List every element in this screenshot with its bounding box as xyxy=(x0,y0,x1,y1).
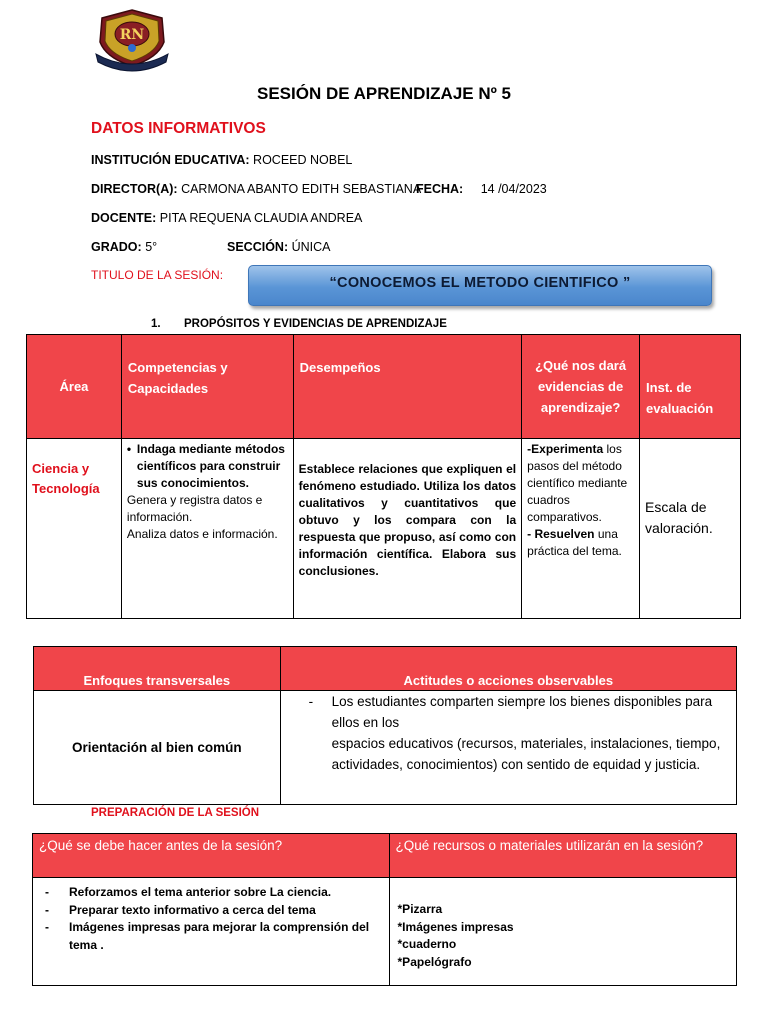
session-title-banner: “CONOCEMOS EL METODO CIENTIFICO ” xyxy=(248,265,712,306)
grado-row xyxy=(91,240,157,254)
seccion-row xyxy=(227,240,331,254)
cell-evidencias xyxy=(522,439,640,619)
institucion-label: INSTITUCIÓN EDUCATIVA: xyxy=(91,153,250,167)
competencia-text: Indaga mediante métodos científicos para construir sus conocimientos. xyxy=(136,442,285,490)
actitud-line-2: espacios educativos (recursos, materiales, instalaciones, tiempo, actividades, conocimientos) con sentido de equidad y justicia. xyxy=(331,736,721,772)
enfoques-data-row xyxy=(34,691,737,805)
director-row xyxy=(91,182,421,196)
section-heading-datos: DATOS INFORMATIVOS xyxy=(91,120,266,137)
evidencia-1-bold: -Experimenta xyxy=(527,442,604,456)
titulo-label: TITULO DE LA SESIÓN: xyxy=(91,268,224,282)
capacidad-1: Genera y registra datos e información. xyxy=(126,493,263,524)
enfoques-header-row xyxy=(34,647,737,691)
preparacion-table xyxy=(32,833,737,986)
propositos-table xyxy=(26,334,741,619)
section-1-heading xyxy=(151,318,447,330)
docente-row xyxy=(91,211,362,225)
header-desempenos: Desempeños xyxy=(293,335,521,439)
cell-competencias xyxy=(121,439,293,619)
preparacion-header-row xyxy=(33,834,737,878)
fecha-label: FECHA: xyxy=(416,182,464,196)
cell-actitud xyxy=(280,691,736,805)
propositos-data-row xyxy=(27,439,741,619)
institucion-value: ROCEED NOBEL xyxy=(253,153,353,167)
institucion-row xyxy=(91,153,352,167)
list-item: - Imágenes impresas para mejorar la comprensión del tema . xyxy=(39,919,383,954)
svg-text:RN: RN xyxy=(119,27,145,43)
capacidad-2: Analiza datos e información. xyxy=(126,527,278,541)
cell-enfoque: Orientación al bien común xyxy=(34,691,281,805)
list-item: - Reforzamos el tema anterior sobre La ciencia. xyxy=(39,884,383,902)
seccion-value: ÚNICA xyxy=(291,240,331,254)
header-enfoques: Enfoques transversales xyxy=(34,647,281,691)
recurso-item: *cuaderno xyxy=(397,937,457,951)
header-recursos: ¿Qué recursos o materiales utilizarán en la sesión? xyxy=(389,834,736,878)
enfoques-table xyxy=(33,646,737,805)
page-title: SESIÓN DE APRENDIZAJE Nº 5 xyxy=(256,84,512,103)
header-competencias: Competencias y Capacidades xyxy=(121,335,293,439)
cell-antes xyxy=(33,878,390,986)
evidencia-2-bold: - Resuelven xyxy=(527,527,595,541)
section-1-text: PROPÓSITOS Y EVIDENCIAS DE APRENDIZAJE xyxy=(184,318,447,330)
list-item: - Preparar texto informativo a cerca del tema xyxy=(39,902,383,920)
header-instrumento: Inst. de evaluación xyxy=(640,335,741,439)
section-1-number: 1. xyxy=(151,318,161,330)
evidencia-1-rest: los pasos del método científico mediante cuadros comparativos. xyxy=(527,442,628,524)
propositos-header-row xyxy=(27,335,741,439)
antes-list xyxy=(39,884,383,954)
grado-label: GRADO: xyxy=(91,240,142,254)
header-antes: ¿Qué se debe hacer antes de la sesión? xyxy=(33,834,390,878)
competencia-item xyxy=(127,441,288,492)
preparacion-data-row xyxy=(33,878,737,986)
seccion-label: SECCIÓN: xyxy=(227,240,289,254)
preparacion-heading: PREPARACIÓN DE LA SESIÓN xyxy=(91,807,260,819)
evidencia-2-rest: una práctica del tema. xyxy=(527,527,622,558)
school-logo xyxy=(92,8,172,72)
cell-recursos xyxy=(389,878,736,986)
bullet-icon: • xyxy=(126,442,132,456)
cell-area: Ciencia y Tecnología xyxy=(27,439,122,619)
fecha-value: 14 /04/2023 xyxy=(480,182,547,196)
director-value: CARMONA ABANTO EDITH SEBASTIANA xyxy=(181,182,422,196)
docente-label: DOCENTE: xyxy=(91,211,157,225)
grado-value: 5° xyxy=(145,240,158,254)
cell-instrumento: Escala de valoración. xyxy=(640,439,741,619)
fecha-row xyxy=(416,182,547,196)
director-label: DIRECTOR(A): xyxy=(91,182,178,196)
recurso-item: *Papelógrafo xyxy=(397,954,472,969)
header-actitudes: Actitudes o acciones observables xyxy=(280,647,736,691)
recurso-item: *Imágenes impresas xyxy=(397,919,514,934)
actitud-line-1: Los estudiantes comparten siempre los bienes disponibles para ellos en los xyxy=(331,694,713,730)
cell-desempeno: Establece relaciones que expliquen el fenómeno estudiado. Utiliza los datos cualitativos y cuantitativos que obtuvo y los compara con la respuesta que propuso, así como con información científica. Elabora sus conclusiones. xyxy=(293,439,521,619)
header-area: Área xyxy=(27,335,122,439)
header-evidencias: ¿Qué nos dará evidencias de aprendizaje? xyxy=(522,335,640,439)
docente-value: PITA REQUENA CLAUDIA ANDREA xyxy=(159,211,363,225)
recurso-item: *Pizarra xyxy=(397,902,443,916)
actitud-dash: - xyxy=(308,694,314,709)
